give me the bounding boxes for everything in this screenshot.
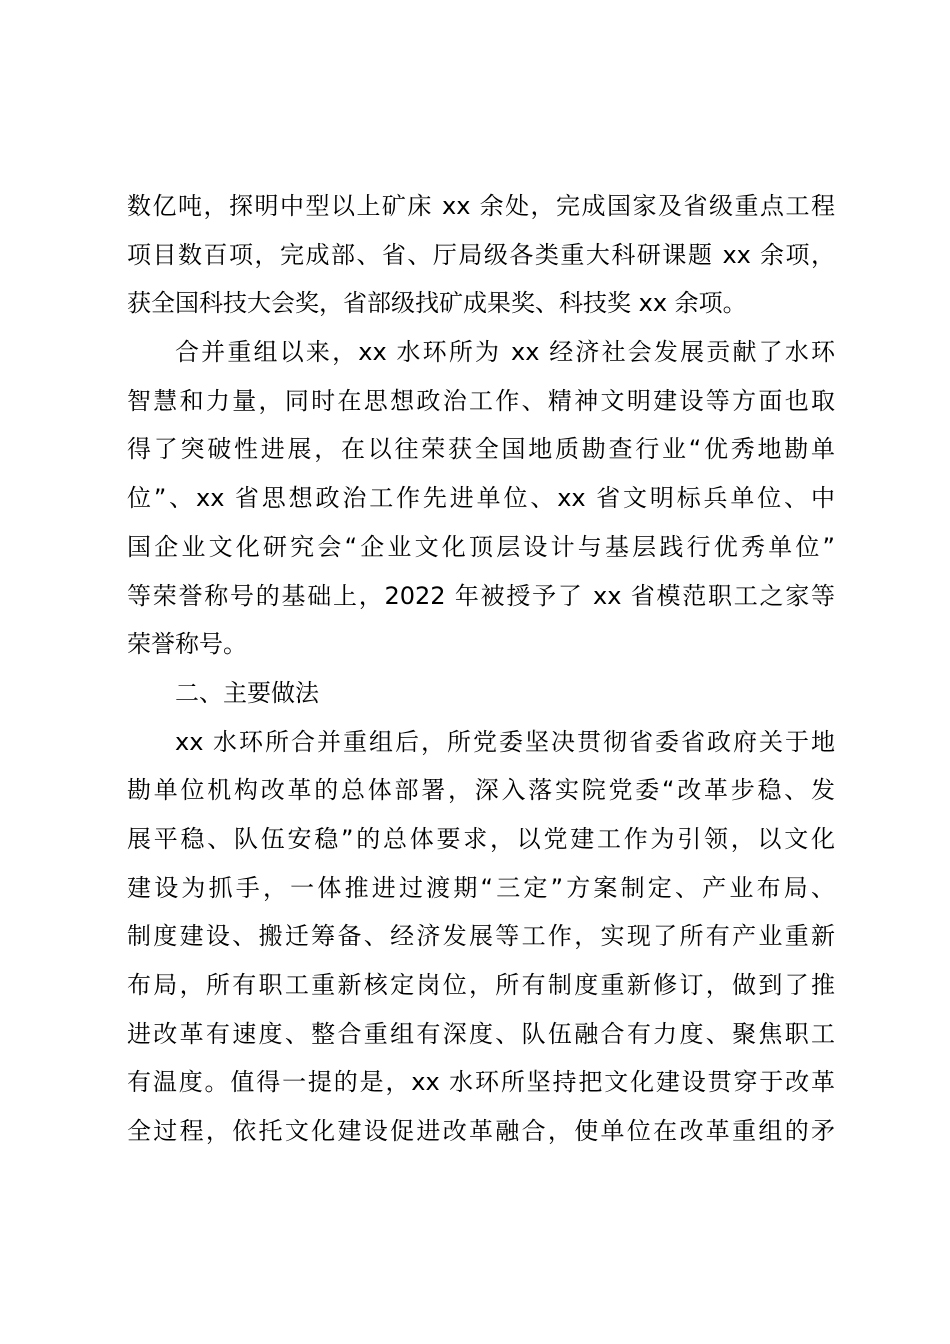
paragraph-line: 位”、xx 省思想政治工作先进单位、xx 省文明标兵单位、中 bbox=[127, 484, 835, 513]
paragraph-line: 勘单位机构改革的总体部署，深入落实院党委“改革步稳、发 bbox=[127, 776, 835, 805]
paragraph-line: 展平稳、队伍安稳”的总体要求，以党建工作为引领，以文化 bbox=[127, 824, 835, 853]
paragraph-line: 布局，所有职工重新核定岗位，所有制度重新修订，做到了推 bbox=[127, 971, 835, 999]
paragraph-line: 获全国科技大会奖，省部级找矿成果奖、科技奖 xx 余项。 bbox=[127, 289, 747, 318]
paragraph-line: 荣誉称号。 bbox=[127, 630, 247, 659]
paragraph-line: 制度建设、搬迁筹备、经济发展等工作，实现了所有产业重新 bbox=[127, 922, 835, 951]
paragraph-line: 进改革有速度、整合重组有深度、队伍融合有力度、聚焦职工 bbox=[127, 1019, 835, 1048]
paragraph-line: 项目数百项，完成部、省、厅局级各类重大科研课题 xx 余项， bbox=[127, 240, 835, 269]
paragraph-line: 建设为抓手，一体推进过渡期“三定”方案制定、产业布局、 bbox=[127, 873, 835, 902]
paragraph-2 bbox=[127, 328, 835, 669]
paragraph-line: xx 水环所合并重组后，所党委坚决贯彻省委省政府关于地 bbox=[175, 727, 835, 756]
paragraph-1 bbox=[127, 182, 835, 328]
paragraph-line: 有温度。值得一提的是，xx 水环所坚持把文化建设贯穿于改革 bbox=[127, 1068, 835, 1097]
paragraph-line: 等荣誉称号的基础上，2022 年被授予了 xx 省模范职工之家等 bbox=[127, 581, 835, 610]
document-body bbox=[127, 182, 835, 1156]
section-heading: 二、主要做法 bbox=[175, 678, 319, 707]
paragraph-line: 国企业文化研究会“企业文化顶层设计与基层践行优秀单位” bbox=[127, 532, 835, 561]
paragraph-line: 得了突破性进展，在以往荣获全国地质勘查行业“优秀地勘单 bbox=[127, 435, 835, 464]
paragraph-line: 数亿吨，探明中型以上矿床 xx 余处，完成国家及省级重点工程 bbox=[127, 192, 835, 220]
paragraph-line: 智慧和力量，同时在思想政治工作、精神文明建设等方面也取 bbox=[127, 386, 835, 415]
paragraph-line: 全过程，依托文化建设促进改革融合，使单位在改革重组的矛 bbox=[127, 1117, 835, 1146]
paragraph-3 bbox=[127, 718, 835, 1156]
paragraph-line: 合并重组以来，xx 水环所为 xx 经济社会发展贡献了水环 bbox=[175, 338, 835, 367]
